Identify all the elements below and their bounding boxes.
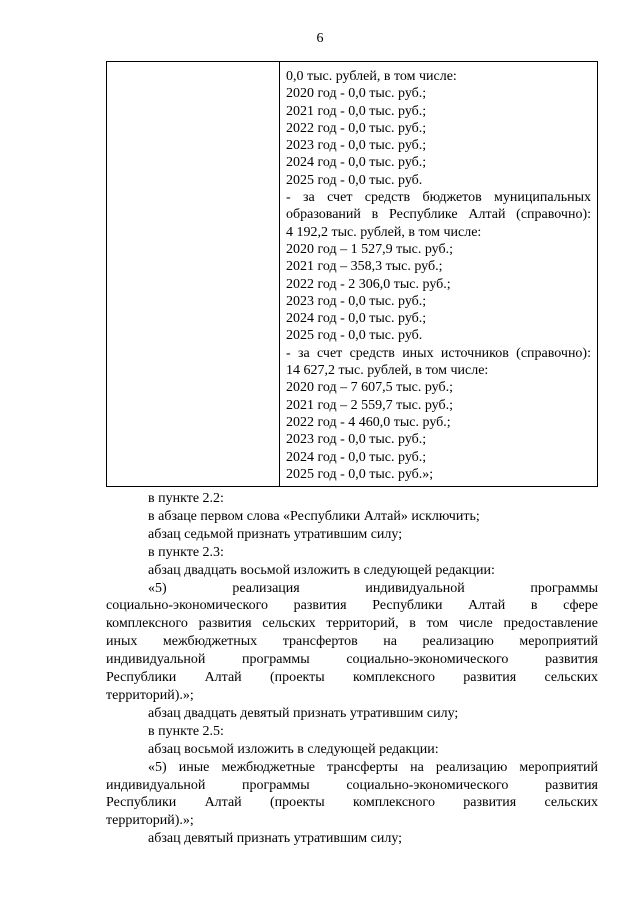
table-line: 2024 год - 0,0 тыс. руб.; [286, 311, 427, 327]
table-column-divider [279, 61, 280, 487]
table-line: 2024 год - 0,0 тыс. руб.; [286, 155, 427, 171]
body-line: социально-экономического развития Республики Алтай в сфере [106, 598, 598, 614]
table-line: 14 627,2 тыс. рублей, в том числе: [286, 363, 489, 379]
body-line: «5) реализация индивидуальной программы [148, 580, 598, 596]
table-line: 2024 год - 0,0 тыс. руб.; [286, 449, 427, 465]
body-line: в пункте 2.3: [148, 544, 224, 560]
table-line: 2020 год – 7 607,5 тыс. руб.; [286, 380, 453, 396]
table-line: образований в Республике Алтай (справочно): [286, 207, 591, 223]
table-line: 2023 год - 0,0 тыс. руб.; [286, 432, 427, 448]
table-line: 2020 год - 0,0 тыс. руб.; [286, 86, 427, 102]
body-line: Республики Алтай (проекты комплексного развития сельских [106, 670, 598, 686]
table-line: 2023 год - 0,0 тыс. руб.; [286, 293, 427, 309]
table-line: 2025 год - 0,0 тыс. руб.»; [286, 466, 434, 482]
table-line: 2021 год - 0,0 тыс. руб.; [286, 103, 427, 119]
body-line: Республики Алтай (проекты комплексного развития сельских [106, 795, 598, 811]
table-line: 2025 год - 0,0 тыс. руб. [286, 172, 423, 188]
body-line: абзац седьмой признать утратившим силу; [148, 526, 403, 542]
table-line: - за счет средств бюджетов муниципальных [286, 190, 591, 206]
table-line: 2020 год – 1 527,9 тыс. руб.; [286, 241, 453, 257]
page-number: 6 [316, 31, 324, 46]
document-body [106, 490, 598, 848]
table-line: 2021 год – 358,3 тыс. руб.; [286, 259, 443, 275]
body-line: в абзаце первом слова «Республики Алтай» исключить; [148, 508, 480, 524]
table-line: 2022 год - 4 460,0 тыс. руб.; [286, 414, 451, 430]
body-line: «5) иные межбюджетные трансферты на реализацию мероприятий [148, 759, 598, 775]
table-line: 0,0 тыс. рублей, в том числе: [286, 69, 457, 84]
body-line: в пункте 2.2: [148, 491, 224, 506]
body-line: комплексного развития сельских территорий, в том числе предоставление [106, 616, 598, 632]
table-line: 2022 год - 0,0 тыс. руб.; [286, 120, 427, 136]
table-line: 2022 год - 2 306,0 тыс. руб.; [286, 276, 451, 292]
body-line: индивидуальной программы социально-экономического развития [106, 652, 598, 668]
table-line: 2023 год - 0,0 тыс. руб.; [286, 138, 427, 154]
body-line: территорий).»; [106, 687, 194, 703]
body-line: абзац двадцать девятый признать утратившим силу; [148, 705, 459, 721]
body-line: абзац двадцать восьмой изложить в следующей редакции: [148, 562, 495, 578]
body-line: в пункте 2.5: [148, 723, 224, 739]
table-line: 2021 год – 2 559,7 тыс. руб.; [286, 397, 453, 413]
body-line: абзац девятый признать утратившим силу; [148, 831, 403, 847]
table-right-cell [286, 68, 591, 483]
body-line: территорий).»; [106, 813, 194, 829]
body-line: абзац восьмой изложить в следующей редакции: [148, 741, 439, 757]
table-line: 4 192,2 тыс. рублей, в том числе: [286, 224, 482, 240]
body-line: индивидуальной программы социально-экономического развития [106, 777, 598, 793]
body-line: иных межбюджетных трансфертов на реализацию мероприятий [106, 634, 598, 650]
table-line: - за счет средств иных источников (справочно): [286, 345, 591, 361]
table-line: 2025 год - 0,0 тыс. руб. [286, 328, 423, 344]
